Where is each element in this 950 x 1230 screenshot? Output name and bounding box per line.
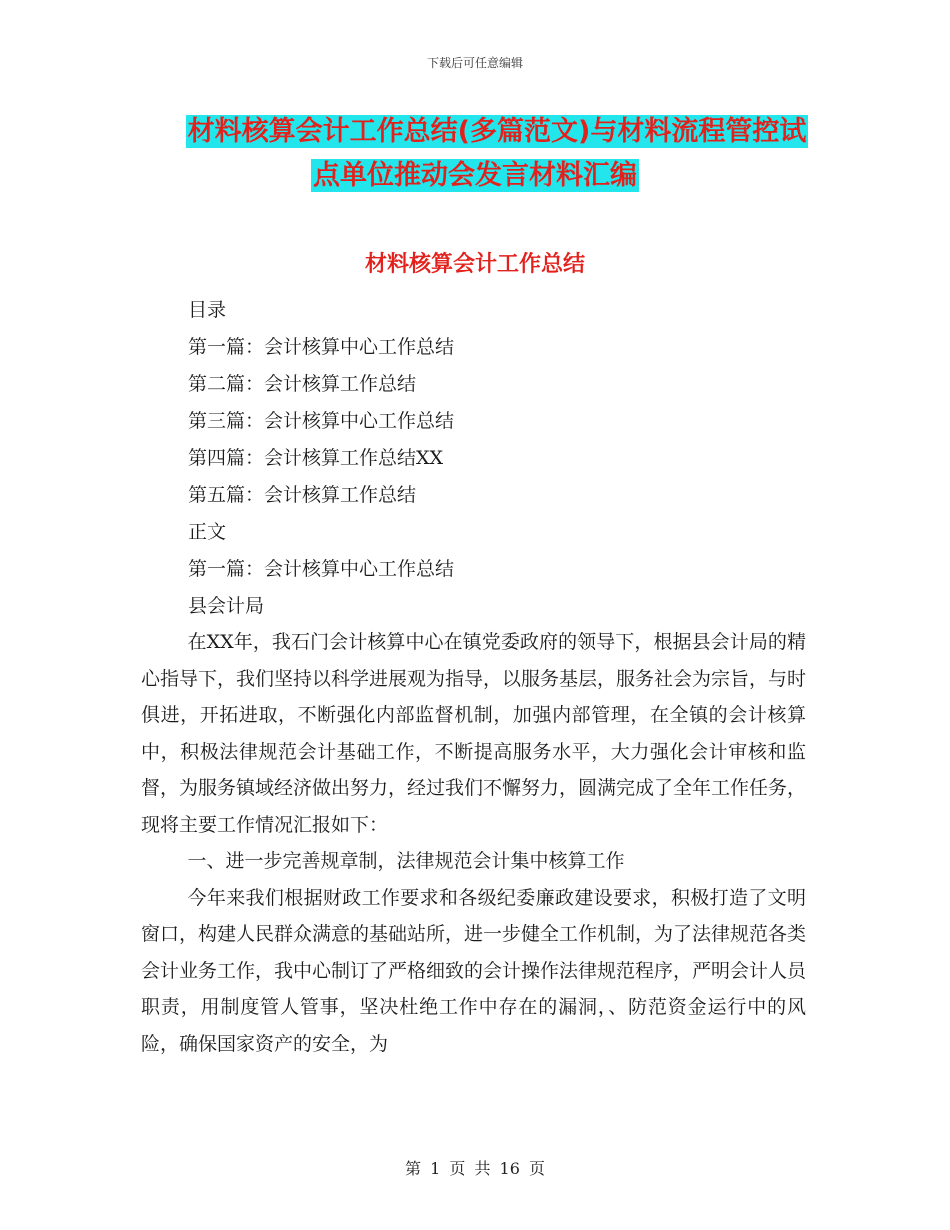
toc-item: 第四篇：会计核算工作总结XX [188, 447, 444, 469]
paragraph-heading: 一、进一步完善规章制，法律规范会计集中核算工作 [187, 850, 625, 872]
header-note: 下载后可任意编辑 [426, 56, 523, 70]
section-title: 第一篇：会计核算中心工作总结 [188, 558, 455, 580]
body-text [141, 624, 806, 1062]
document-title [0, 110, 950, 198]
organization-name: 县会计局 [188, 595, 265, 617]
toc-item: 第五篇：会计核算工作总结 [188, 484, 417, 506]
table-of-contents [188, 292, 454, 625]
section-subtitle: 材料核算会计工作总结 [364, 252, 585, 277]
toc-heading: 目录 [188, 299, 227, 321]
toc-item: 第三篇：会计核算中心工作总结 [188, 410, 455, 432]
paragraph: 在XX年，我石门会计核算中心在镇党委政府的领导下，根据县会计局的精心指导下，我们坚持以科学进展观为指导，以服务基层，服务社会为宗旨，与时俱进，开拓进取，不断强化内部监督机制，加强内部管理，在全镇的会计核算中，积极法律规范会计基础工作，不断提高服务水平，大力强化会计审核和监督，为服务镇域经济做出努力，经过我们不懈努力，圆满完成了全年工作任务，现将主要工作情况汇报如下： [141, 631, 807, 836]
toc-item: 第二篇：会计核算工作总结 [188, 373, 417, 395]
page-footer: 第 1 页 共 16 页 [405, 1159, 545, 1178]
title-line-2: 点单位推动会发言材料汇编 [313, 160, 637, 191]
title-line-1: 材料核算会计工作总结(多篇范文)与材料流程管控试 [187, 116, 807, 147]
toc-item: 第一篇：会计核算中心工作总结 [188, 336, 455, 358]
body-label: 正文 [188, 521, 227, 543]
paragraph: 今年来我们根据财政工作要求和各级纪委廉政建设要求，积极打造了文明窗口，构建人民群众满意的基础站所，进一步健全工作机制，为了法律规范各类会计业务工作，我中心制订了严格细致的会计操作法律规范程序，严明会计人员职责，用制度管人管事，坚决杜绝工作中存在的漏洞，、防范资金运行中的风险，确保国家资产的安全，为 [141, 886, 807, 1055]
